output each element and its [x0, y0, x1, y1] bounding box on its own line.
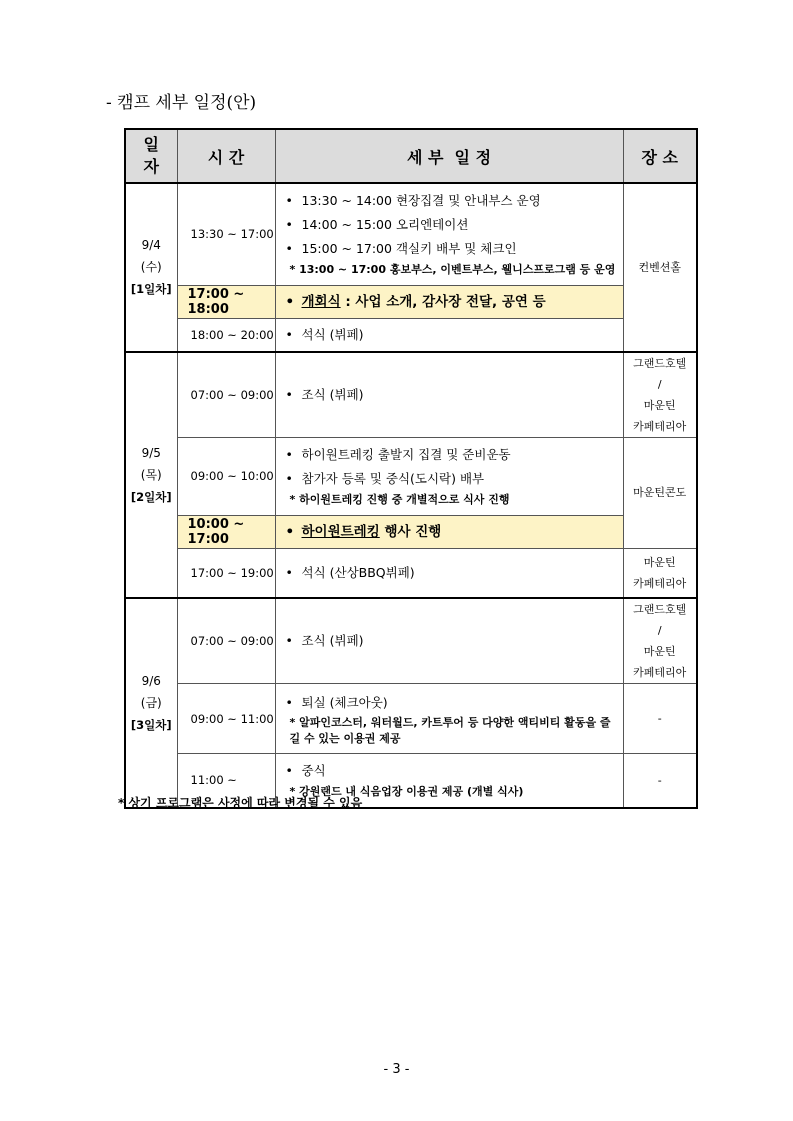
detail-cell	[275, 437, 623, 515]
day-weekday: (수)	[140, 260, 162, 275]
day-label: [3일차]	[130, 717, 172, 732]
detail-cell	[275, 318, 623, 352]
time-cell: 10:00 ~ 17:00	[177, 515, 275, 548]
header-time: 시 간	[177, 129, 275, 183]
place-cell	[623, 548, 697, 598]
detail-note: * 13:00 ~ 17:00 홍보부스, 이벤트부스, 웰니스프로그램 등 운영	[289, 263, 616, 277]
header-place: 장 소	[623, 129, 697, 183]
detail-item-underlined: 하이원트레킹	[301, 523, 380, 540]
day-cell-1	[125, 183, 177, 352]
table-row	[125, 598, 697, 684]
place-line: /	[657, 377, 662, 391]
time-cell: 17:00 ~ 19:00	[177, 548, 275, 598]
detail-cell	[275, 183, 623, 285]
table-row	[125, 437, 697, 515]
detail-item: • 14:00 ~ 15:00 오리엔테이션	[286, 213, 619, 237]
place-line: 카페테리아	[633, 419, 687, 433]
detail-item-underlined: 개회식	[301, 293, 341, 310]
detail-item: • 하이원트레킹 출발지 집결 및 준비운동	[286, 443, 619, 467]
time-cell: 09:00 ~ 10:00	[177, 437, 275, 515]
detail-cell	[275, 352, 623, 438]
table-header-row	[125, 129, 697, 183]
place-cell	[623, 352, 697, 438]
detail-item: • 석식 (산상BBQ뷔페)	[286, 561, 619, 585]
time-cell: 17:00 ~ 18:00	[177, 285, 275, 318]
day-label: [1일차]	[130, 282, 172, 297]
detail-note: * 하이원트레킹 진행 중 개별적으로 식사 진행	[289, 493, 510, 506]
place-line: 마운틴	[643, 398, 676, 412]
table-row	[125, 285, 697, 318]
time-cell: 09:00 ~ 11:00	[177, 684, 275, 754]
table-row	[125, 183, 697, 285]
place-line: 카페테리아	[633, 576, 687, 590]
detail-item: • 13:30 ~ 14:00 현장집결 및 안내부스 운영	[286, 189, 619, 213]
detail-item: • 퇴실 (체크아웃)	[286, 691, 619, 715]
detail-cell	[275, 285, 623, 318]
detail-item: • 중식	[286, 759, 619, 783]
detail-item: • 조식 (뷔페)	[286, 629, 619, 653]
detail-item-rest: : 사업 소개, 감사장 전달, 공연 등	[340, 293, 546, 310]
day-weekday: (금)	[140, 695, 162, 710]
time-cell: 18:00 ~ 20:00	[177, 318, 275, 352]
detail-item	[286, 290, 619, 314]
detail-cell	[275, 598, 623, 684]
day-cell-3	[125, 598, 177, 808]
place-line: 마운틴	[643, 645, 676, 658]
table-row	[125, 515, 697, 548]
place-cell: 마운틴콘도	[623, 437, 697, 548]
detail-cell	[275, 548, 623, 598]
detail-note: * 알파인코스터, 워터월드, 카트투어 등 다양한 액티비티 활동을 즐길 수 있는 이용권 제공	[289, 715, 611, 745]
day-label: [2일차]	[130, 489, 172, 504]
place-line: 마운틴	[643, 555, 676, 569]
place-line: 그랜드호텔	[633, 603, 687, 616]
header-day	[125, 129, 177, 183]
place-line: 그랜드호텔	[633, 356, 687, 370]
footnote: * 상기 프로그램은 사정에 따라 변경될 수 있음	[118, 796, 363, 810]
detail-item-rest: 행사 진행	[379, 523, 442, 540]
table-row	[125, 318, 697, 352]
detail-cell	[275, 684, 623, 754]
time-cell: 13:30 ~ 17:00	[177, 183, 275, 285]
header-day-text: 일 자	[143, 135, 159, 176]
day-date: 9/5	[141, 445, 161, 460]
place-cell: 컨벤션홀	[623, 183, 697, 352]
place-line: 카페테리아	[633, 666, 687, 679]
time-cell: 11:00 ~	[177, 754, 275, 808]
day-date: 9/6	[141, 673, 161, 688]
place-cell: -	[623, 684, 697, 754]
detail-item: • 15:00 ~ 17:00 객실키 배부 및 체크인	[286, 237, 619, 261]
day-date: 9/4	[141, 238, 161, 253]
detail-cell	[275, 515, 623, 548]
table-row	[125, 352, 697, 438]
time-cell: 07:00 ~ 09:00	[177, 352, 275, 438]
place-cell	[623, 598, 697, 684]
detail-item	[286, 520, 619, 544]
table-row	[125, 548, 697, 598]
detail-item: • 참가자 등록 및 중식(도시락) 배부	[286, 467, 619, 491]
day-cell-2	[125, 352, 177, 599]
section-heading: - 캠프 세부 일정(안)	[106, 93, 257, 113]
detail-item: • 석식 (뷔페)	[286, 323, 619, 347]
place-cell: -	[623, 754, 697, 808]
detail-note: * 강원랜드 내 식음업장 이용권 제공 (개별 식사)	[289, 785, 524, 799]
header-detail: 세 부 일 정	[275, 129, 623, 183]
page-number: - 3 -	[383, 1062, 410, 1077]
schedule-table	[124, 128, 698, 809]
day-weekday: (목)	[140, 467, 162, 482]
table-row	[125, 684, 697, 754]
place-line: /	[657, 624, 662, 637]
detail-item: • 조식 (뷔페)	[286, 383, 619, 407]
time-cell: 07:00 ~ 09:00	[177, 598, 275, 684]
